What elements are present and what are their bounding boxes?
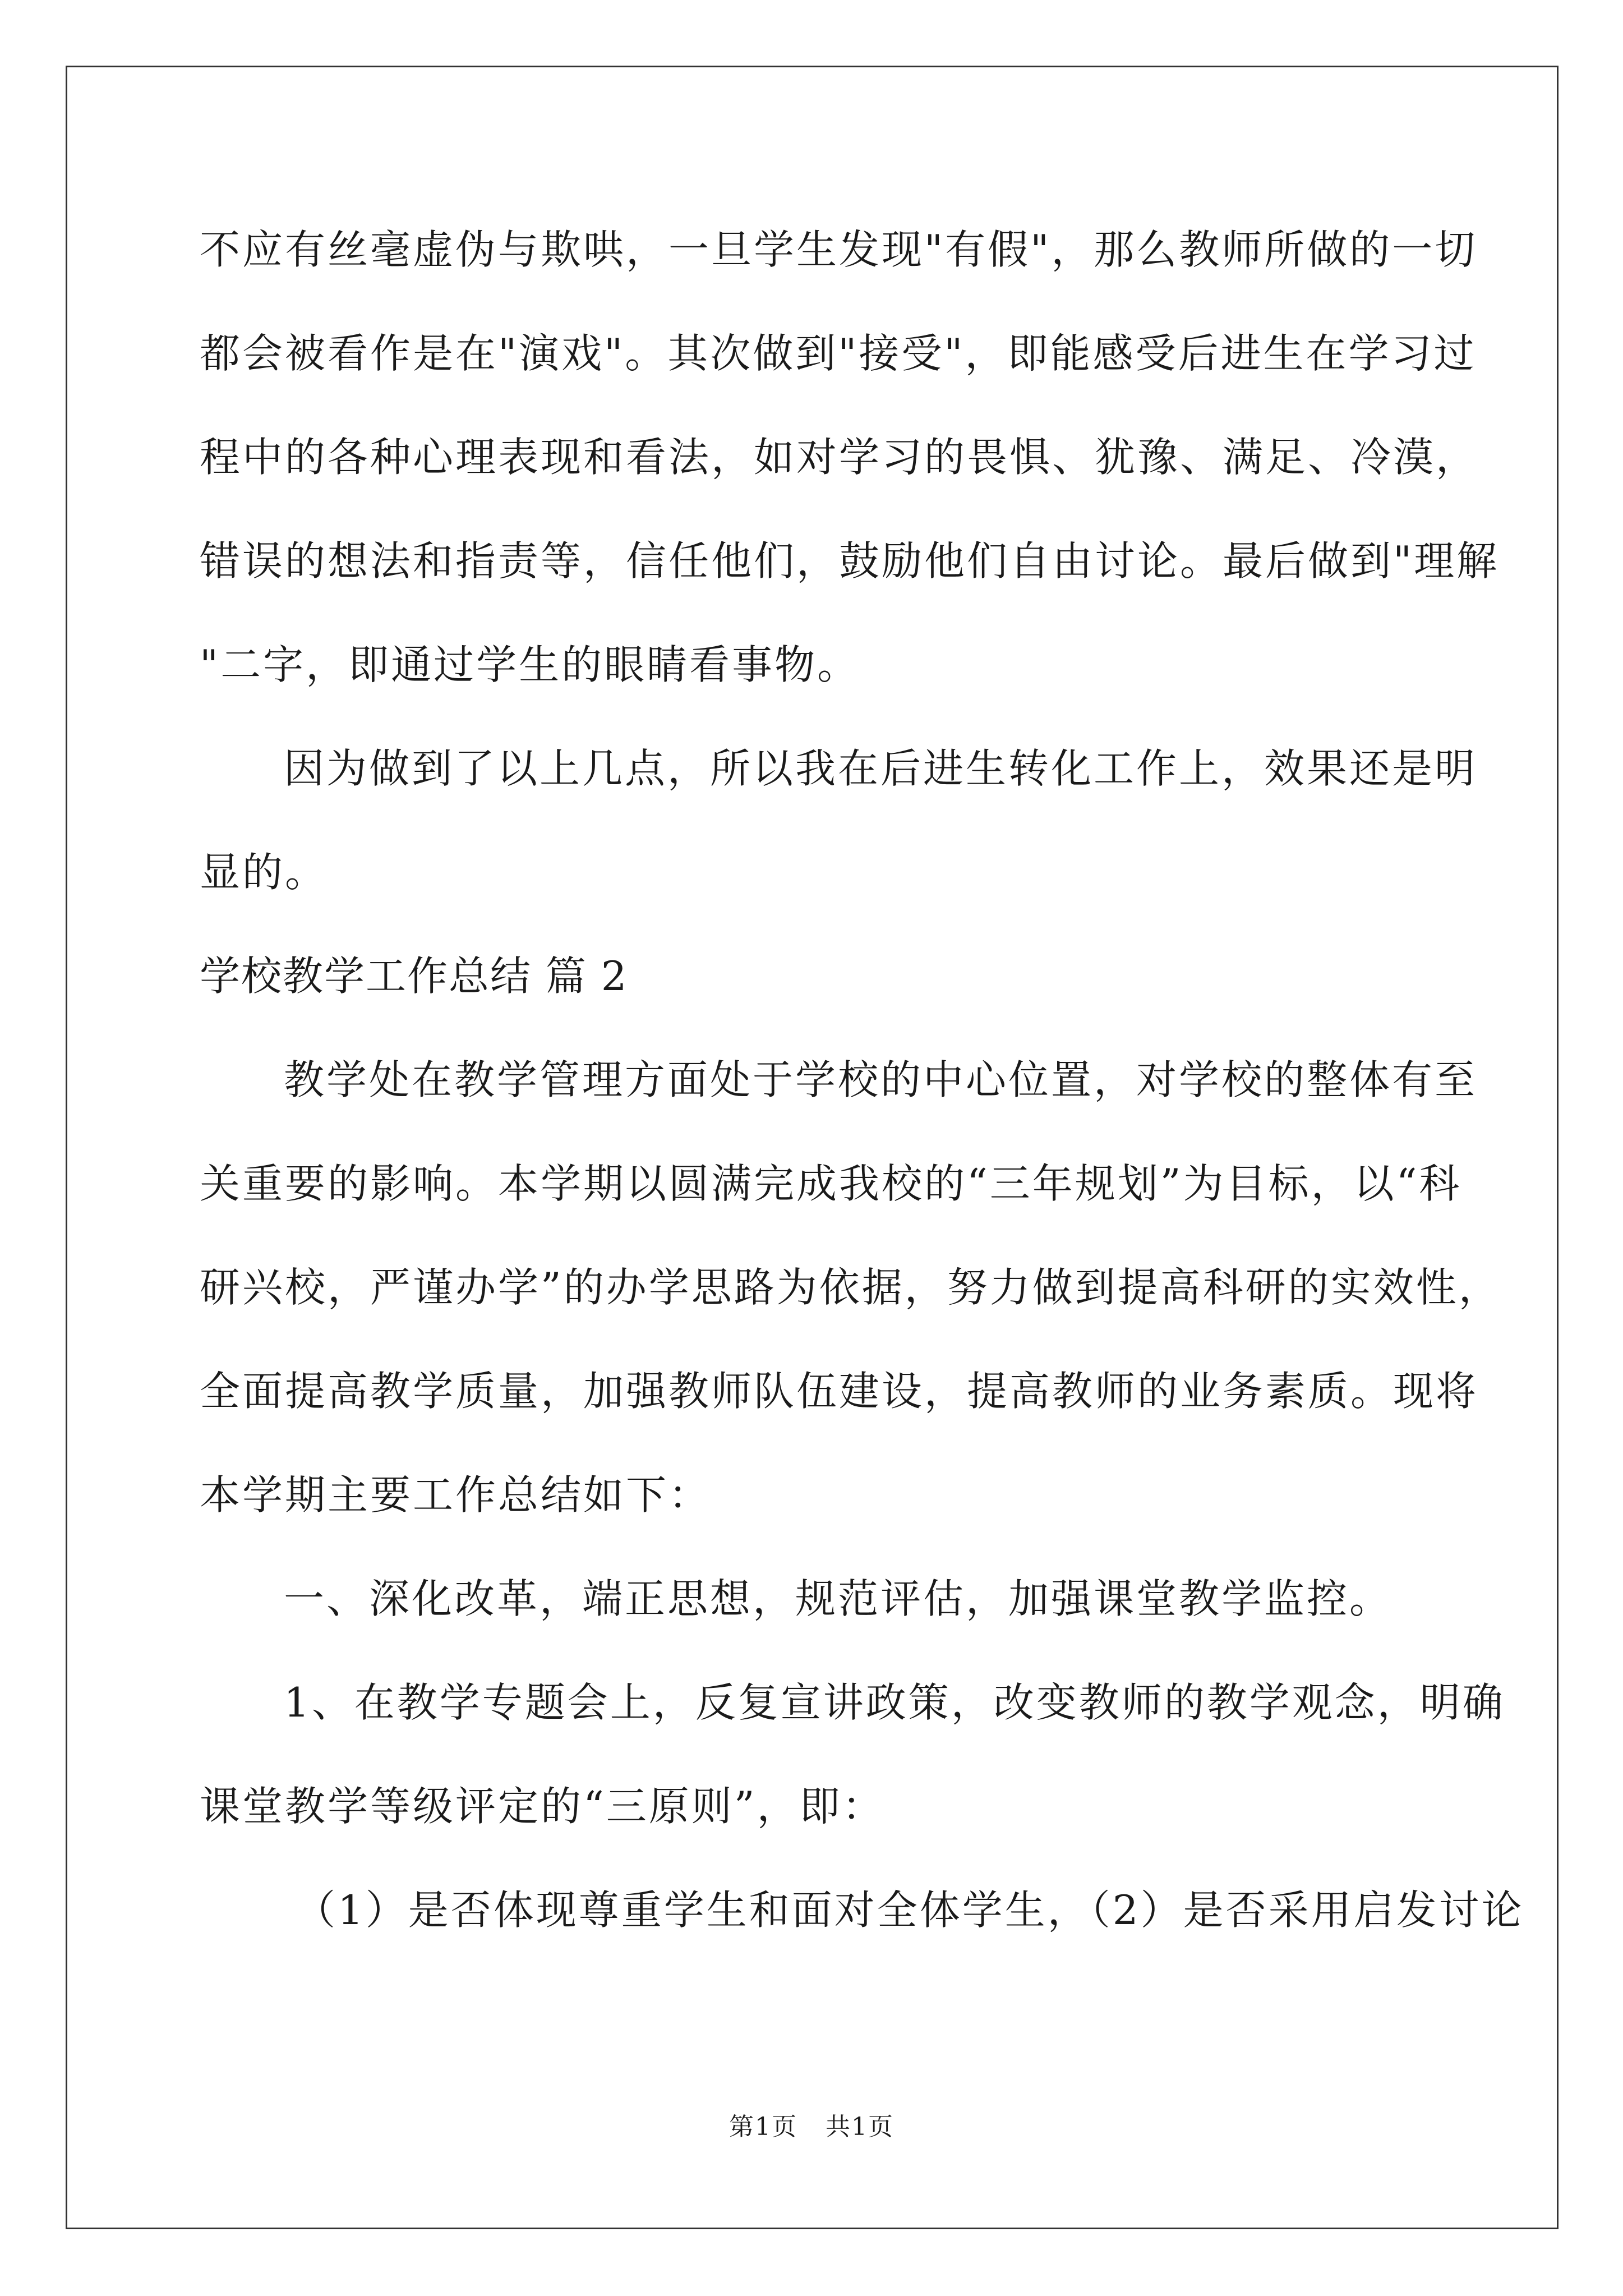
text-line-6: 因为做到了以上几点，所以我在后进生转化工作上，效果还是明 xyxy=(284,745,1478,792)
text-line-16: 课堂教学等级评定的“三原则”，即： xyxy=(200,1783,885,1830)
text-line-13: 本学期主要工作总结如下： xyxy=(200,1471,712,1519)
page-footer xyxy=(0,2110,1623,2144)
text-line-17: （1）是否体现尊重学生和面对全体学生，（2）是否采用启发讨论 xyxy=(295,1887,1524,1934)
text-line-14: 一、深化改革，端正思想，规范评估，加强课堂教学监控。 xyxy=(284,1575,1393,1622)
text-line-12: 全面提高教学质量，加强教师队伍建设，提高教师的业务素质。现将 xyxy=(200,1368,1479,1415)
page-total: 共1页 xyxy=(826,2113,894,2141)
text-line-7: 显的。 xyxy=(200,849,328,896)
text-line-4: 错误的想法和指责等，信任他们，鼓励他们自由讨论。最后做到"理解 xyxy=(200,537,1500,585)
text-line-11: 研兴校，严谨办学”的办学思路为依据，努力做到提高科研的实效性， xyxy=(200,1264,1501,1311)
text-line-2: 都会被看作是在"演戏"。其次做到"接受"，即能感受后进生在学习过 xyxy=(200,330,1477,377)
text-line-10: 关重要的影响。本学期以圆满完成我校的“三年规划”为目标，以“科 xyxy=(200,1160,1462,1207)
text-line-15: 1、在教学专题会上，反复宣讲政策，改变教师的教学观念，明确 xyxy=(284,1679,1505,1726)
text-line-9: 教学处在教学管理方面处于学校的中心位置，对学校的整体有至 xyxy=(284,1056,1478,1103)
text-line-3: 程中的各种心理表现和看法，如对学习的畏惧、犹豫、满足、冷漠， xyxy=(200,434,1479,481)
text-line-5: "二字，即通过学生的眼睛看事物。 xyxy=(200,641,860,688)
text-line-1: 不应有丝毫虚伪与欺哄，一旦学生发现"有假"，那么教师所做的一切 xyxy=(200,226,1478,273)
section-heading: 学校教学工作总结 篇 2 xyxy=(200,953,628,1000)
page-number: 第1页 xyxy=(729,2113,797,2141)
